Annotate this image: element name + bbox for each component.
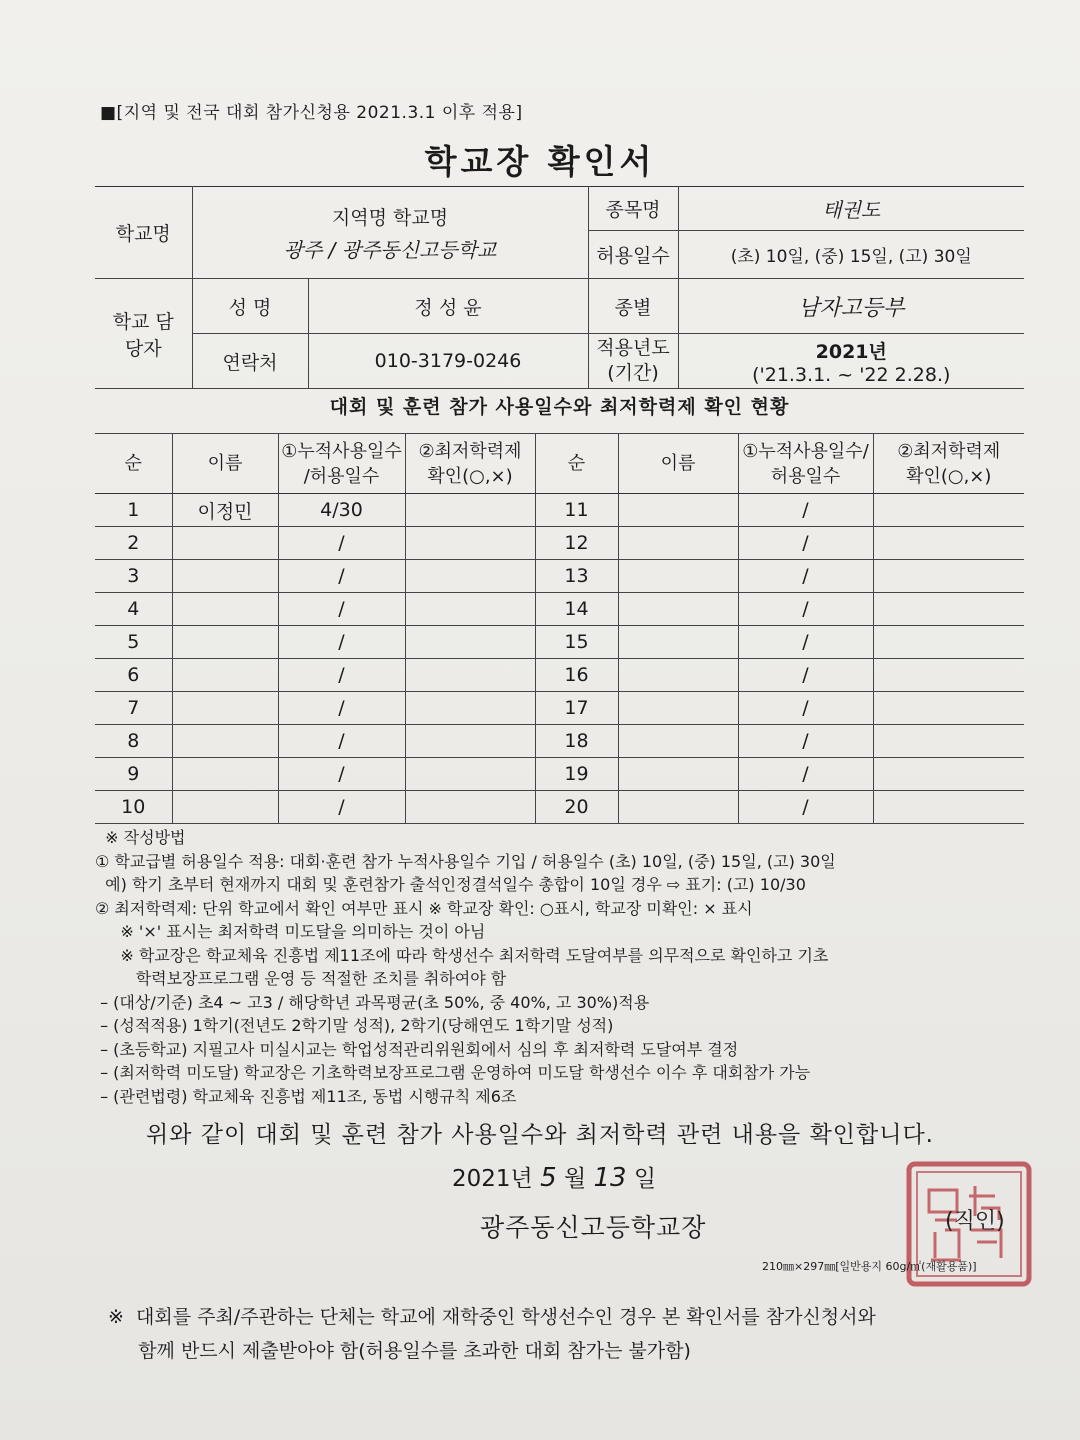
paper-spec: 210㎜×297㎜[일반용지 60g/㎡(재활용품)] bbox=[762, 1260, 977, 1273]
seal-label: (직인) bbox=[945, 1209, 1005, 1234]
cell-no: 16 bbox=[535, 659, 618, 692]
cell-name bbox=[172, 692, 278, 725]
school-cell bbox=[192, 187, 588, 279]
cell-name bbox=[618, 692, 738, 725]
col-check-line1: ②최저학력제 bbox=[418, 440, 522, 462]
year-label: 적용년도 (기간) bbox=[588, 334, 678, 389]
category-value: 남자고등부 bbox=[678, 279, 1024, 334]
school-value: 광주 / 광주동신고등학교 bbox=[283, 237, 497, 262]
date-day-unit: 일 bbox=[633, 1166, 657, 1192]
cell-check bbox=[405, 527, 535, 560]
footer-note bbox=[108, 1300, 876, 1368]
cell-name bbox=[618, 758, 738, 791]
cell-check bbox=[873, 593, 1024, 626]
cell-days: / bbox=[738, 659, 873, 692]
note-line: – (성적적용) 1학기(전년도 2학기말 성적), 2학기(당해연도 1학기말 성적) bbox=[95, 1016, 614, 1035]
cell-days: / bbox=[738, 692, 873, 725]
cell-no: 15 bbox=[535, 626, 618, 659]
cell-check bbox=[405, 494, 535, 527]
note-line: ① 학교급별 허용일수 적용: 대회·훈련 참가 누적사용일수 기입 / 허용일수 (초) 10일, (중) 15일, (고) 30일 bbox=[95, 851, 836, 871]
cell-no: 10 bbox=[95, 791, 172, 824]
cell-days: / bbox=[738, 593, 873, 626]
cell-check bbox=[405, 758, 535, 791]
cell-no: 17 bbox=[535, 692, 618, 725]
cell-days: / bbox=[278, 659, 405, 692]
days-value: (초) 10일, (중) 15일, (고) 30일 bbox=[678, 231, 1024, 279]
school-header: 지역명 학교명 bbox=[331, 206, 449, 229]
cell-no: 14 bbox=[535, 593, 618, 626]
cell-check bbox=[873, 560, 1024, 593]
col-days bbox=[278, 434, 405, 494]
cell-check bbox=[873, 725, 1024, 758]
cell-check bbox=[873, 791, 1024, 824]
cell-days: / bbox=[278, 758, 405, 791]
cell-check bbox=[873, 758, 1024, 791]
contact-label: 학교 담당자 bbox=[95, 279, 192, 389]
date-month-unit: 월 bbox=[563, 1166, 587, 1192]
cell-check bbox=[873, 692, 1024, 725]
table-row bbox=[95, 758, 1024, 791]
cell-name bbox=[618, 659, 738, 692]
cell-days: / bbox=[278, 791, 405, 824]
cell-no: 1 bbox=[95, 494, 172, 527]
cell-name bbox=[172, 791, 278, 824]
table-row bbox=[95, 725, 1024, 758]
name-value: 정 성 윤 bbox=[308, 279, 588, 334]
cell-days: / bbox=[738, 527, 873, 560]
cell-no: 7 bbox=[95, 692, 172, 725]
note-line: – (초등학교) 지필고사 미실시교는 학업성적관리위원회에서 심의 후 최저학력 도달여부 결정 bbox=[95, 1039, 739, 1059]
note-line: – (관련법령) 학교체육 진흥법 제11조, 동법 시행규칙 제6조 bbox=[95, 1086, 517, 1106]
cell-check bbox=[873, 626, 1024, 659]
footer-line-2: 함께 반드시 제출받아야 함(허용일수를 초과한 대회 참가는 불가함) bbox=[108, 1340, 691, 1362]
confirm-statement: 위와 같이 대회 및 훈련 참가 사용일수와 최저학력 관련 내용을 확인합니다. bbox=[146, 1122, 934, 1148]
col-days-right-line1: ①누적사용일수/ bbox=[742, 440, 869, 462]
year-value: 2021년 bbox=[815, 340, 887, 363]
issue-date bbox=[452, 1160, 656, 1193]
table-row bbox=[95, 692, 1024, 725]
table-row bbox=[95, 659, 1024, 692]
note-line: ※ 작성방법 bbox=[95, 828, 186, 847]
cell-name bbox=[618, 560, 738, 593]
cell-days: / bbox=[278, 527, 405, 560]
cell-days: 4/30 bbox=[278, 494, 405, 527]
event-label: 종목명 bbox=[588, 187, 678, 231]
note-line: ② 최저학력제: 단위 학교에서 확인 여부만 표시 ※ 학교장 확인: ○표시, 학교장 미확인: × 표시 bbox=[95, 898, 753, 918]
school-label: 학교명 bbox=[95, 187, 192, 279]
info-table bbox=[95, 186, 1024, 389]
date-day: 13 bbox=[593, 1163, 627, 1193]
date-year: 2021년 bbox=[452, 1166, 533, 1192]
school-principal: 광주동신고등학교장 bbox=[480, 1213, 707, 1242]
cell-name bbox=[172, 626, 278, 659]
note-line: – (대상/기준) 초4 ~ 고3 / 해당학년 과목평균(초 50%, 중 40%, 고 30%)적용 bbox=[95, 992, 650, 1012]
cell-check bbox=[873, 527, 1024, 560]
cell-check bbox=[405, 593, 535, 626]
cell-check bbox=[405, 725, 535, 758]
cell-days: / bbox=[278, 626, 405, 659]
cell-check bbox=[873, 494, 1024, 527]
col-days-right-line2: 허용일수 bbox=[770, 465, 841, 487]
col-no: 순 bbox=[95, 434, 172, 494]
cell-no: 5 bbox=[95, 626, 172, 659]
col-check-right-line2: 확인(○,×) bbox=[906, 465, 992, 487]
col-check-right bbox=[873, 434, 1024, 494]
cell-no: 19 bbox=[535, 758, 618, 791]
cell-check bbox=[405, 791, 535, 824]
cell-days: / bbox=[278, 692, 405, 725]
note-line: – (최저학력 미도달) 학교장은 기초학력보장프로그램 운영하여 미도달 학생선수 이수 후 대회참가 가능 bbox=[95, 1063, 811, 1082]
cell-name bbox=[618, 791, 738, 824]
table-row bbox=[95, 791, 1024, 824]
cell-no: 3 bbox=[95, 560, 172, 593]
cell-no: 20 bbox=[535, 791, 618, 824]
cell-check bbox=[405, 692, 535, 725]
cell-days: / bbox=[278, 560, 405, 593]
table-row bbox=[95, 593, 1024, 626]
phone-label: 연락처 bbox=[192, 334, 308, 389]
cell-days: / bbox=[738, 725, 873, 758]
category-label: 종별 bbox=[588, 279, 678, 334]
document-title: 학교장 확인서 bbox=[424, 142, 656, 181]
col-check-right-line1: ②최저학력제 bbox=[897, 440, 1001, 462]
col-name: 이름 bbox=[172, 434, 278, 494]
cell-name bbox=[618, 494, 738, 527]
year-period: ('21.3.1. ~ '22 2.28.) bbox=[752, 363, 951, 386]
section-title: 대회 및 훈련 참가 사용일수와 최저학력제 확인 현황 bbox=[329, 396, 790, 418]
cell-no: 4 bbox=[95, 593, 172, 626]
cell-name bbox=[618, 725, 738, 758]
cell-days: / bbox=[278, 725, 405, 758]
cell-no: 12 bbox=[535, 527, 618, 560]
event-value: 태권도 bbox=[678, 187, 1024, 231]
col-name-right: 이름 bbox=[618, 434, 738, 494]
usage-table bbox=[95, 433, 1024, 824]
cell-check bbox=[873, 659, 1024, 692]
cell-check bbox=[405, 626, 535, 659]
note-line: ※ 학교장은 학교체육 진흥법 제11조에 따라 학생선수 최저학력 도달여부를 의무적으로 확인하고 기초 bbox=[95, 945, 829, 965]
note-line: 예) 학기 초부터 현재까지 대회 및 훈련참가 출석인정결석일수 총합이 10일 경우 ⇨ 표기: (고) 10/30 bbox=[95, 875, 806, 894]
cell-check bbox=[405, 659, 535, 692]
cell-days: / bbox=[738, 560, 873, 593]
col-check-line2: 확인(○,×) bbox=[427, 465, 513, 487]
cell-no: 9 bbox=[95, 758, 172, 791]
table-row bbox=[95, 527, 1024, 560]
cell-no: 2 bbox=[95, 527, 172, 560]
date-month: 5 bbox=[540, 1163, 557, 1193]
cell-days: / bbox=[738, 791, 873, 824]
cell-name bbox=[172, 758, 278, 791]
cell-no: 18 bbox=[535, 725, 618, 758]
col-no-right: 순 bbox=[535, 434, 618, 494]
cell-name bbox=[618, 626, 738, 659]
cell-name bbox=[172, 527, 278, 560]
cell-no: 8 bbox=[95, 725, 172, 758]
col-days-line1: ①누적사용일수 bbox=[281, 440, 402, 462]
cell-name bbox=[172, 560, 278, 593]
cell-no: 6 bbox=[95, 659, 172, 692]
cell-no: 13 bbox=[535, 560, 618, 593]
note-line: 학력보장프로그램 운영 등 적절한 조치를 취하여야 함 bbox=[95, 969, 507, 988]
name-label: 성 명 bbox=[192, 279, 308, 334]
cell-name bbox=[172, 725, 278, 758]
cell-days: / bbox=[278, 593, 405, 626]
cell-days: / bbox=[738, 626, 873, 659]
col-check bbox=[405, 434, 535, 494]
cell-name bbox=[172, 593, 278, 626]
cell-name bbox=[172, 659, 278, 692]
note-line: ※ '×' 표시는 최저학력 미도달을 의미하는 것이 아님 bbox=[95, 922, 486, 941]
table-row bbox=[95, 494, 1024, 527]
table-row bbox=[95, 560, 1024, 593]
cell-no: 11 bbox=[535, 494, 618, 527]
col-days-right bbox=[738, 434, 873, 494]
col-days-line2: /허용일수 bbox=[303, 465, 380, 487]
year-cell bbox=[678, 334, 1024, 389]
cell-days: / bbox=[738, 758, 873, 791]
cell-check bbox=[405, 560, 535, 593]
writing-instructions bbox=[95, 826, 1035, 1108]
phone-value: 010-3179-0246 bbox=[308, 334, 588, 389]
days-label: 허용일수 bbox=[588, 231, 678, 279]
table-row bbox=[95, 626, 1024, 659]
cell-days: / bbox=[738, 494, 873, 527]
cell-name bbox=[618, 593, 738, 626]
header-note: ■[지역 및 전국 대회 참가신청용 2021.3.1 이후 적용] bbox=[100, 103, 523, 123]
footer-line-1: ※ 대회를 주최/주관하는 단체는 학교에 재학중인 학생선수인 경우 본 확인서를 참가신청서와 bbox=[108, 1306, 876, 1328]
cell-name: 이정민 bbox=[172, 494, 278, 527]
cell-name bbox=[618, 527, 738, 560]
